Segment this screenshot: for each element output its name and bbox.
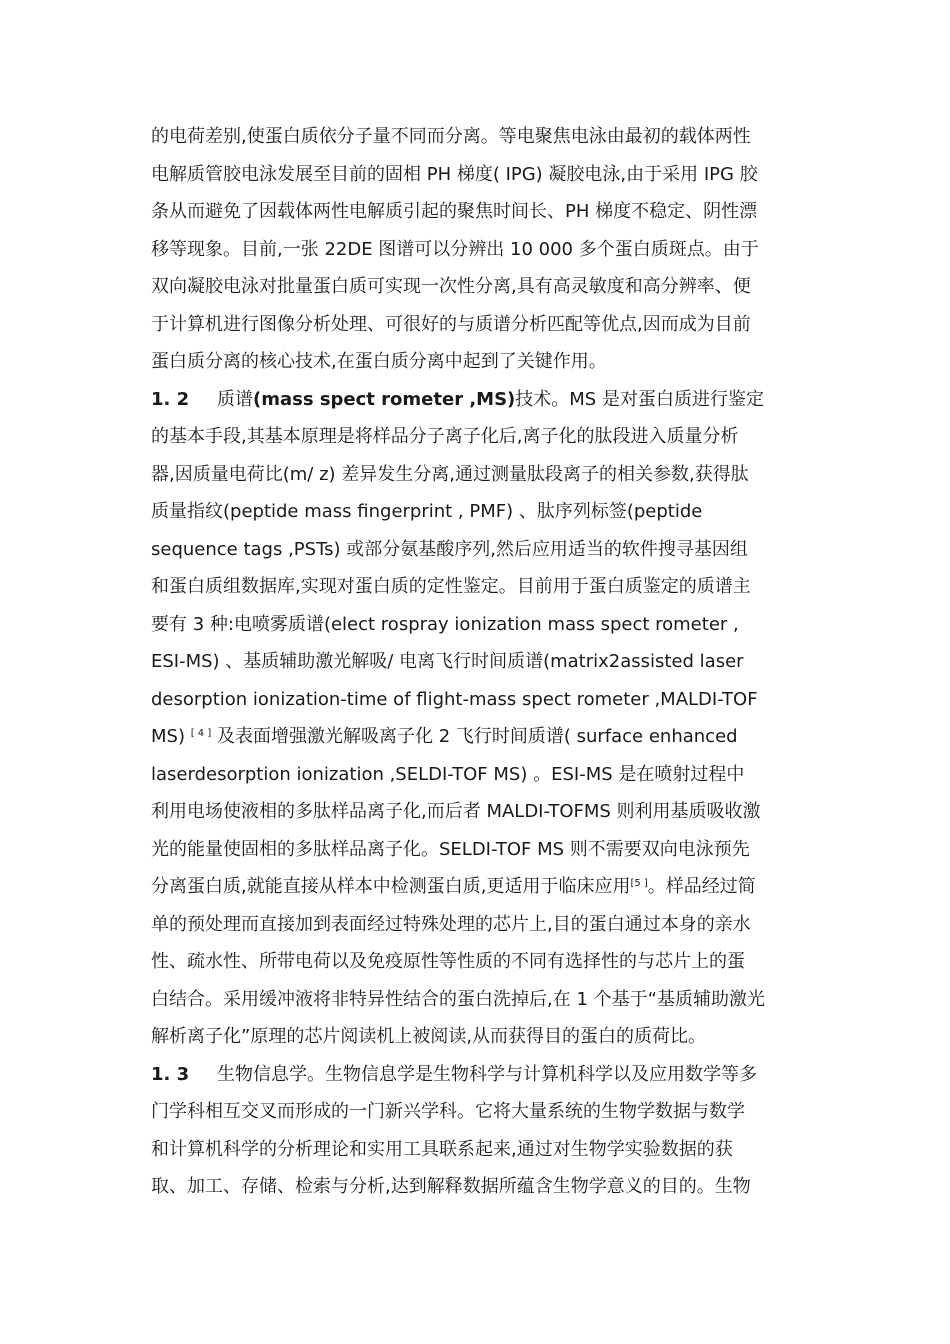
- text-line: 和计算机科学的分析理论和实用工具联系起来,通过对生物学实验数据的获: [151, 1138, 733, 1160]
- text-line: 性、疏水性、所带电荷以及免疫原性等性质的不同有选择性的与芯片上的蛋: [151, 951, 745, 972]
- text-line: ESI-MS) 、基质辅助激光解吸/ 电离飞行时间质谱(matrix2assisted laser: [151, 651, 744, 672]
- text-line: 解析离子化”原理的芯片阅读机上被阅读,从而获得目的蛋白的质荷比。: [151, 1026, 707, 1047]
- section-mass-spectrometry: [151, 381, 801, 1056]
- document-body: [151, 118, 801, 1206]
- text-line: 和蛋白质组数据库,实现对蛋白质的定性鉴定。目前用于蛋白质鉴定的质谱主: [151, 576, 751, 597]
- text-line: 白结合。采用缓冲液将非特异性结合的蛋白洗掉后,在 1 个基于“基质辅助激光: [151, 988, 765, 1010]
- section-title-suffix: 技术。MS 是对蛋白质进行鉴定: [515, 388, 764, 410]
- text-line: 器,因质量电荷比(m/ z) 差异发生分离,通过测量肽段离子的相关参数,获得肽: [151, 463, 749, 485]
- text-line: 光的能量使固相的多肽样品离子化。SELDI-TOF MS 则不需要双向电泳预先: [151, 838, 750, 860]
- section-number: 1. 3: [151, 1063, 190, 1085]
- text-line: desorption ionization-time of flight-mass spect rometer ,MALDI-TOF: [151, 688, 758, 710]
- section-title-bold: (mass spect rometer ,MS): [253, 388, 516, 410]
- text-line: 电解质管胶电泳发展至目前的固相 PH 梯度( IPG) 凝胶电泳,由于采用 IPG 胶: [151, 163, 758, 185]
- text-line: laserdesorption ionization ,SELDI-TOF MS) 。ESI-MS 是在喷射过程中: [151, 763, 745, 785]
- text-line: 蛋白质分离的核心技术,在蛋白质分离中起到了关键作用。: [151, 351, 607, 372]
- text-line: 取、加工、存储、检索与分析,达到解释数据所蕴含生物学意义的目的。生物: [151, 1176, 751, 1197]
- section-bioinformatics: [151, 1056, 801, 1206]
- text-segment: 分离蛋白质,就能直接从样本中检测蛋白质,更适用于临床应用: [151, 876, 631, 897]
- text-line: 条从而避免了因载体两性电解质引起的聚焦时间长、PH 梯度不稳定、阴性漂: [151, 201, 758, 222]
- text-line: 于计算机进行图像分析处理、可很好的与质谱分析匹配等优点,因而成为目前: [151, 313, 751, 335]
- text-segment: 及表面增强激光解吸离子化 2 飞行时间质谱( surface enhanced: [211, 726, 738, 747]
- text-line: 的基本手段,其基本原理是将样品分子离子化后,离子化的肽段进入质量分析: [151, 426, 739, 447]
- section-title-prefix: 质谱: [217, 388, 253, 410]
- text-segment: 。样品经过简: [647, 876, 756, 897]
- text-line: 利用电场使液相的多肽样品离子化,而后者 MALDI-TOFMS 则利用基质吸收激: [151, 801, 761, 822]
- text-line: 要有 3 种:电喷雾质谱(elect rospray ionization mass spect rometer ,: [151, 613, 739, 635]
- text-line: 移等现象。目前,一张 22DE 图谱可以分辨出 10 000 多个蛋白质斑点。由于: [151, 238, 759, 260]
- section-heading-line: [151, 381, 801, 419]
- text-line: 单的预处理而直接加到表面经过特殊处理的芯片上,目的蛋白通过本身的亲水: [151, 913, 751, 935]
- text-line-with-citation: [151, 718, 801, 756]
- text-line: sequence tags ,PSTs) 或部分氨基酸序列,然后应用适当的软件搜寻基因组: [151, 538, 748, 560]
- citation-ref-4: [ 4 ]: [190, 728, 212, 739]
- text-line: 的电荷差别,使蛋白质依分子量不同而分离。等电聚焦电泳由最初的载体两性: [151, 126, 751, 147]
- section-heading-line: [151, 1056, 801, 1094]
- text-line: 门学科相互交叉而形成的一门新兴学科。它将大量系统的生物学数据与数学: [151, 1101, 745, 1122]
- paragraph-electrophoresis: [151, 118, 801, 381]
- text-line-with-citation: [151, 868, 801, 906]
- text-segment: MS): [151, 726, 185, 747]
- citation-ref-5: [5 ]: [630, 878, 648, 889]
- section-first-line: 生物信息学。生物信息学是生物科学与计算机科学以及应用数学等多: [217, 1063, 757, 1085]
- section-number: 1. 2: [151, 388, 190, 410]
- text-line: 双向凝胶电泳对批量蛋白质可实现一次性分离,具有高灵敏度和高分辨率、便: [151, 276, 751, 297]
- text-line: 质量指纹(peptide mass fingerprint , PMF) 、肽序列标签(peptide: [151, 501, 703, 522]
